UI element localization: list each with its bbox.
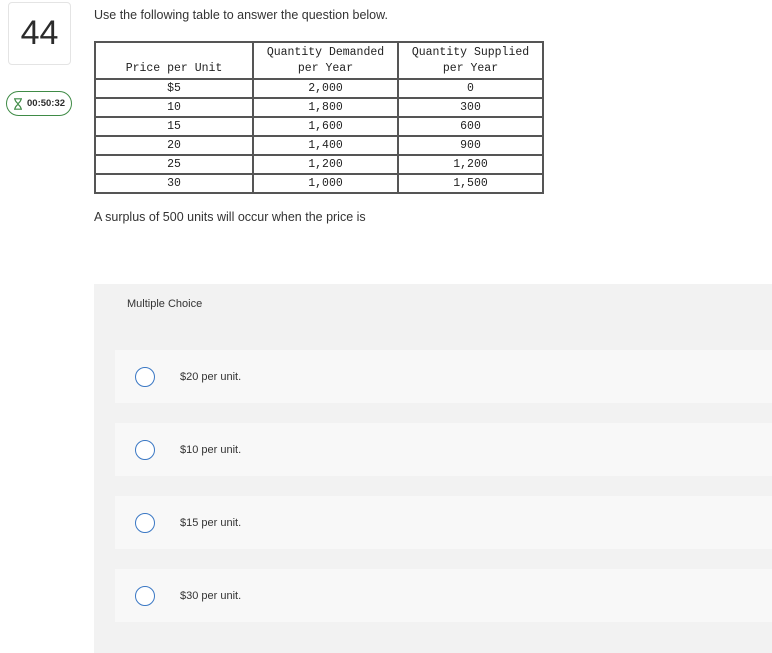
cell-price: 15 xyxy=(95,117,253,136)
cell-demanded: 2,000 xyxy=(253,79,398,98)
timer-badge[interactable] xyxy=(6,91,72,116)
cell-demanded: 1,600 xyxy=(253,117,398,136)
cell-price: 20 xyxy=(95,136,253,155)
radio-button[interactable] xyxy=(135,513,155,533)
cell-demanded: 1,400 xyxy=(253,136,398,155)
cell-price: 25 xyxy=(95,155,253,174)
prompt-text: Use the following table to answer the question below. xyxy=(94,8,388,22)
choice-label: $30 per unit. xyxy=(180,589,242,602)
radio-button[interactable] xyxy=(135,367,155,387)
cell-price: 10 xyxy=(95,98,253,117)
choice-option-3[interactable] xyxy=(115,496,772,549)
question-number xyxy=(8,2,71,65)
header-quantity-demanded xyxy=(253,42,398,79)
header-price-label: Price per Unit xyxy=(125,62,223,75)
timer-text: 00:50:32 xyxy=(27,98,66,109)
table-row xyxy=(95,174,543,193)
table-row xyxy=(95,136,543,155)
table-header-row xyxy=(95,42,543,79)
cell-demanded: 1,200 xyxy=(253,155,398,174)
cell-supplied: 300 xyxy=(398,98,543,117)
choice-option-4[interactable] xyxy=(115,569,772,622)
choice-label: $20 per unit. xyxy=(180,370,242,383)
cell-demanded: 1,000 xyxy=(253,174,398,193)
cell-supplied: 600 xyxy=(398,117,543,136)
data-table xyxy=(94,41,544,194)
header-demanded-line2: per Year xyxy=(297,62,354,75)
hourglass-icon xyxy=(13,98,23,110)
header-demanded-line1: Quantity Demanded xyxy=(266,46,385,59)
table-row xyxy=(95,155,543,174)
cell-supplied: 0 xyxy=(398,79,543,98)
cell-demanded: 1,800 xyxy=(253,98,398,117)
header-supplied-line2: per Year xyxy=(442,62,499,75)
multiple-choice-panel xyxy=(94,284,772,653)
radio-button[interactable] xyxy=(135,440,155,460)
table-row xyxy=(95,79,543,98)
choice-label: $15 per unit. xyxy=(180,516,242,529)
table-row xyxy=(95,98,543,117)
cell-supplied: 1,200 xyxy=(398,155,543,174)
header-supplied-line1: Quantity Supplied xyxy=(411,46,530,59)
table-row xyxy=(95,117,543,136)
cell-price: $5 xyxy=(95,79,253,98)
question-text: A surplus of 500 units will occur when the price is xyxy=(94,210,366,224)
cell-price: 30 xyxy=(95,174,253,193)
question-number-text: 44 xyxy=(20,14,59,52)
header-price xyxy=(95,42,253,79)
multiple-choice-label: Multiple Choice xyxy=(127,298,203,310)
choice-label: $10 per unit. xyxy=(180,443,242,456)
choice-option-2[interactable] xyxy=(115,423,772,476)
cell-supplied: 900 xyxy=(398,136,543,155)
choice-option-1[interactable] xyxy=(115,350,772,403)
cell-supplied: 1,500 xyxy=(398,174,543,193)
header-quantity-supplied xyxy=(398,42,543,79)
radio-button[interactable] xyxy=(135,586,155,606)
